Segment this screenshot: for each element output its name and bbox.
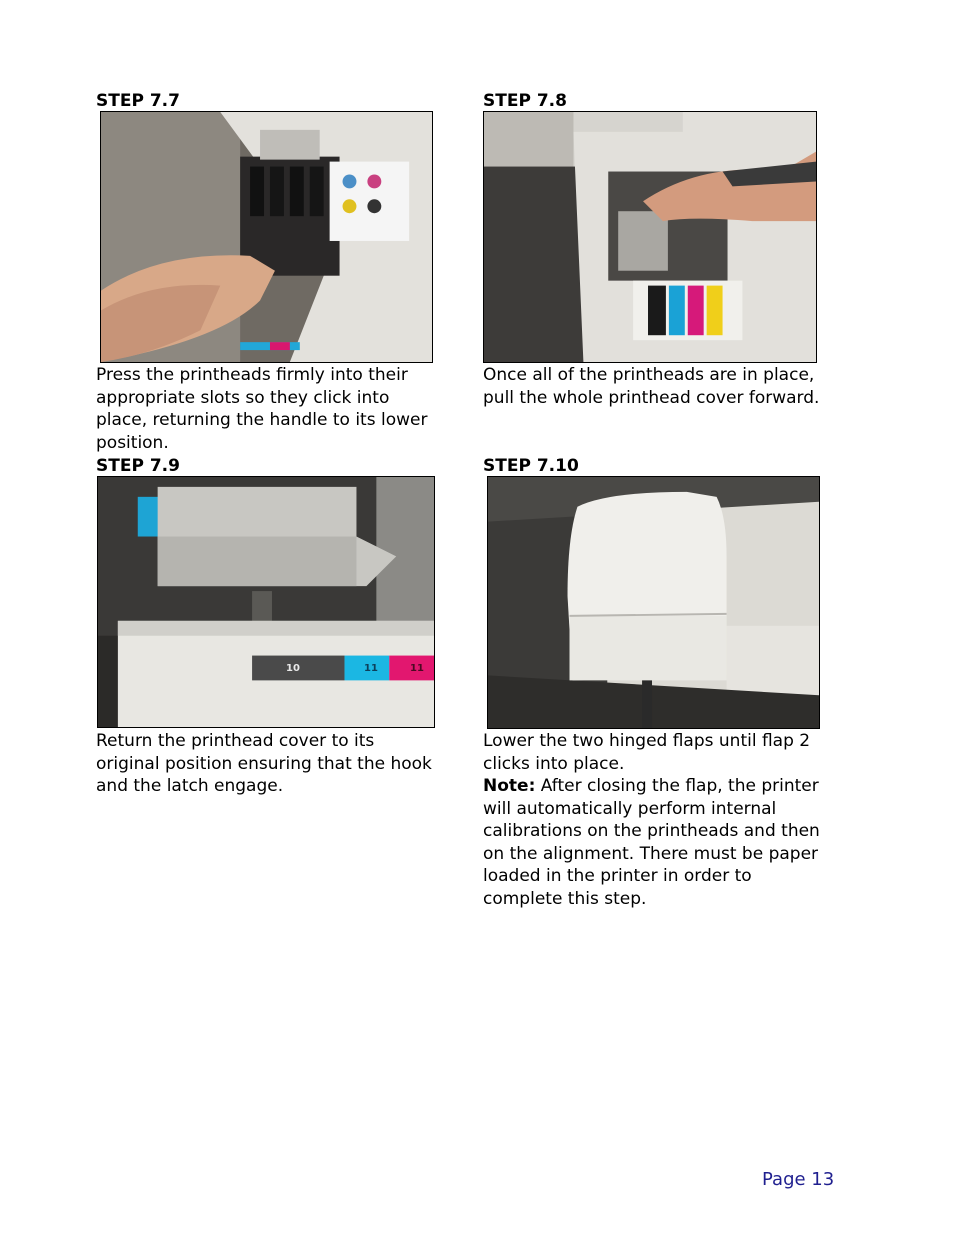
step-7-8-title: STEP 7.8 — [483, 91, 567, 111]
step-7-8-caption: Once all of the printheads are in place, pull the whole printhead cover forward. — [483, 365, 820, 408]
slot-10-label: 10 — [286, 663, 300, 674]
step-7-7-photo — [100, 111, 433, 363]
step-7-10-note — [483, 775, 828, 910]
slot-11-magenta-label: 11 — [410, 663, 424, 674]
step-7-8-photo — [483, 111, 817, 363]
step-7-9-title: STEP 7.9 — [96, 456, 180, 476]
step-7-7-caption: Press the printheads firmly into their appropriate slots so they click into place, returning the handle to its lower position. — [96, 365, 428, 453]
step-7-7-title: STEP 7.7 — [96, 91, 180, 111]
note-label: Note: — [483, 776, 536, 796]
step-7-10-caption-text: Lower the two hinged flaps until flap 2 clicks into place. — [483, 731, 811, 774]
step-7-10-title: STEP 7.10 — [483, 456, 579, 476]
page-number: Page 13 — [762, 1169, 835, 1190]
step-7-10-caption — [483, 730, 828, 910]
step-7-9-photo — [97, 476, 435, 728]
step-7-10-photo — [487, 476, 820, 729]
slot-11-cyan-label: 11 — [364, 663, 378, 674]
note-text: After closing the flap, the printer will automatically perform internal calibrations on the printheads and then on the alignment. There must be paper loaded in the printer in order to complete this step. — [483, 776, 820, 909]
step-7-9-caption: Return the printhead cover to its original position ensuring that the hook and the latch engage. — [96, 731, 432, 796]
